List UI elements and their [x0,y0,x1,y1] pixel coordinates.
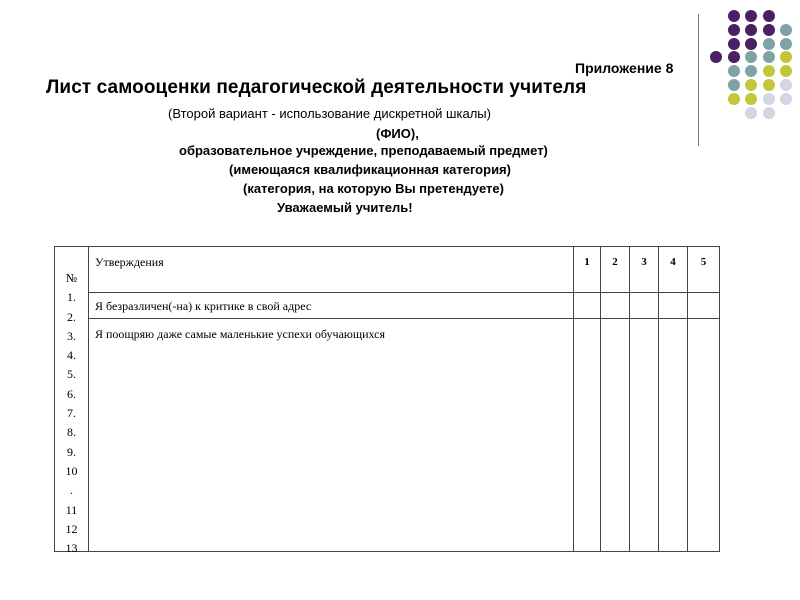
greeting: Уважаемый учитель! [277,200,413,215]
row-number: 2. [67,309,76,324]
statement-row: Я безразличен(-на) к критике в свой адрес [89,293,574,319]
decor-dot [710,51,722,63]
score-cell[interactable] [601,293,630,319]
number-header: № [65,271,78,285]
page-title: Лист самооценки педагогической деятельности учителя [46,77,587,98]
decor-dot [728,38,740,50]
decor-dot [745,38,757,50]
decor-dot [745,93,757,105]
decor-dot [745,65,757,77]
decor-dot [745,51,757,63]
decor-dot [763,51,775,63]
score-cell[interactable] [574,293,601,319]
decorative-dot-grid [710,10,800,140]
decor-dot [763,107,775,119]
decor-dot [780,93,792,105]
scale-header-1: 1 [574,247,601,293]
decor-dot [728,65,740,77]
decor-dot [745,10,757,22]
row-number: 8. [67,425,76,440]
score-cell[interactable] [601,319,630,551]
row-number: 1. [67,290,76,305]
subtitle-current-category: (имеющаяся квалификационная категория) [229,162,511,177]
number-column [55,247,89,556]
score-cell[interactable] [630,293,659,319]
decor-dot [728,24,740,36]
subtitle-institution: образовательное учреждение, преподаваемый предмет) [179,143,548,158]
scale-header-4: 4 [659,247,688,293]
score-cell[interactable] [630,319,659,551]
subtitle-fio: (ФИО), [376,126,419,141]
score-cell[interactable] [688,319,719,551]
decor-dot [728,51,740,63]
row-number: 5. [67,367,76,382]
score-cell[interactable] [688,293,719,319]
decor-dot [763,24,775,36]
row-number: 6. [67,386,76,401]
score-cell[interactable] [659,293,688,319]
scale-header-3: 3 [630,247,659,293]
decor-dot [728,10,740,22]
decor-dot [780,38,792,50]
decor-dot [763,93,775,105]
decor-dot [780,79,792,91]
decor-dot [745,107,757,119]
decor-dot [763,38,775,50]
row-number: 12 [65,521,78,536]
row-number: 11 [65,502,78,517]
row-number: 9. [67,444,76,459]
statement-row: Я поощряю даже самые маленькие успехи обучающихся [89,319,574,551]
row-number: . [70,483,73,498]
decor-dot [745,79,757,91]
decor-dot [728,93,740,105]
decor-dot [745,24,757,36]
decor-dot [780,24,792,36]
decor-dot [780,51,792,63]
decor-dot [763,65,775,77]
scale-header-5: 5 [688,247,719,293]
subtitle-variant: (Второй вариант - использование дискретной шкалы) [168,106,491,121]
decorative-vertical-line [698,14,699,146]
self-assessment-table [54,246,720,556]
row-number: 13 [65,541,78,556]
score-cell[interactable] [659,319,688,551]
row-number: 3. [67,328,76,343]
subtitle-target-category: (категория, на которую Вы претендуете) [243,181,504,196]
decor-dot [728,79,740,91]
row-number: 10 [65,463,78,478]
row-number: 4. [67,348,76,363]
appendix-label: Приложение 8 [575,60,674,76]
scale-header-2: 2 [601,247,630,293]
decor-dot [763,10,775,22]
decor-dot [763,79,775,91]
statements-header: Утверждения [89,247,574,293]
decor-dot [780,65,792,77]
row-number: 7. [67,406,76,421]
score-cell[interactable] [574,319,601,551]
